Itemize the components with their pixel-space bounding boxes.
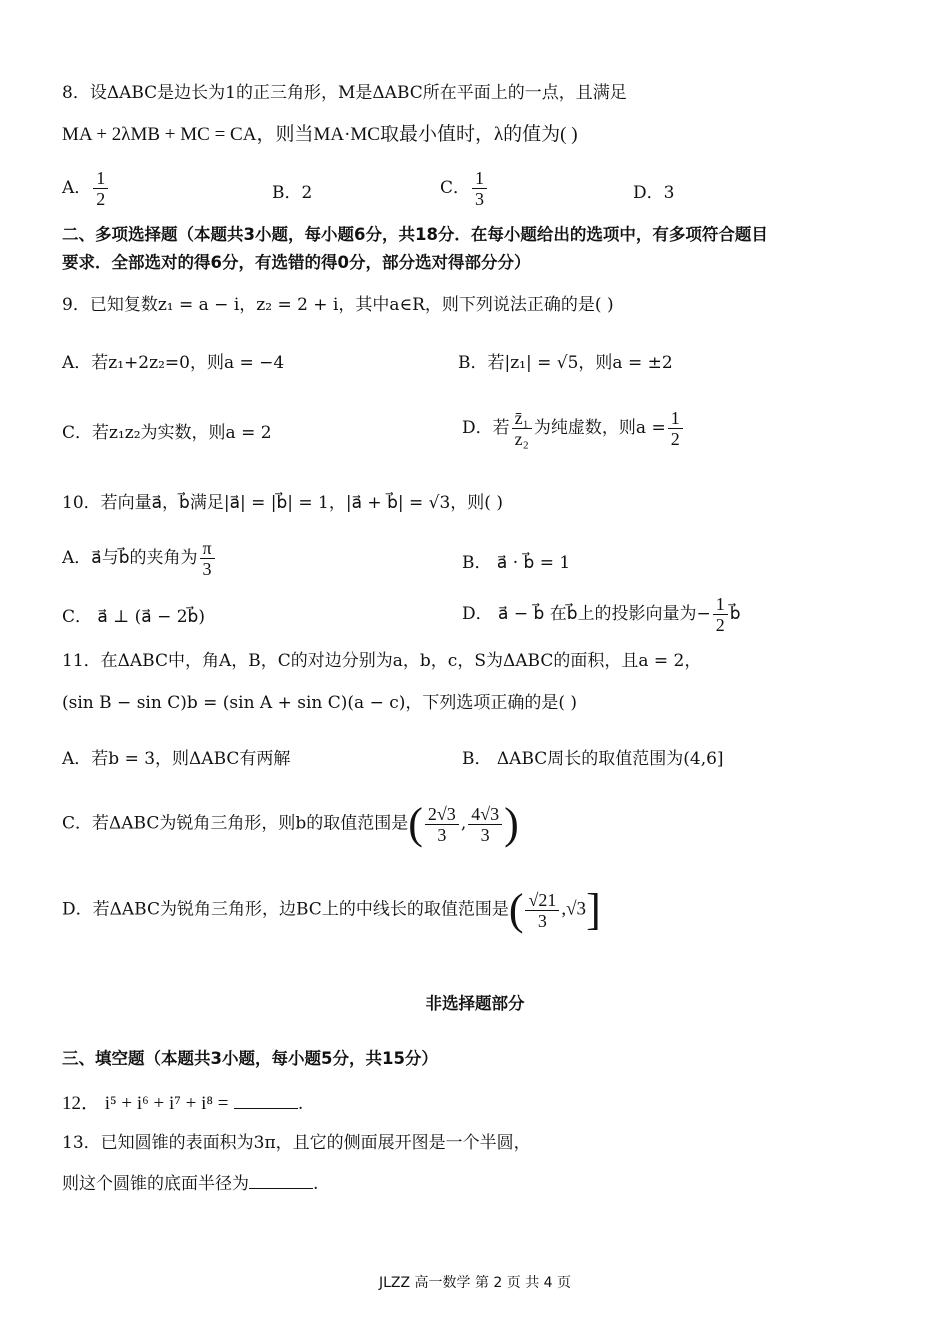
q11-option-d: D．若ΔABC为锐角三角形，边BC上的中线长的取值范围是( $\frac{√21}{3}$ ,√3] — [62, 885, 601, 934]
q9-option-a: A．若z₁+2z₂=0，则a = −4 — [62, 353, 285, 373]
q11-option-a: A．若b = 3，则ΔABC有两解 — [62, 749, 291, 769]
q13-answer-blank[interactable] — [249, 1170, 313, 1189]
q10-option-c: C． a⃗ ⊥ (a⃗ − 2b⃗) — [62, 607, 205, 627]
q8-stem-line1: 8．设ΔABC是边长为1的正三角形，M是ΔABC所在平面上的一点，且满足 — [62, 83, 627, 103]
q8-stem-line2: MA + 2λMB + MC = CA，则当MA·MC取最小值时，λ的值为( ) — [62, 124, 578, 145]
q11-stem-line1: 11．在ΔABC中，角A，B，C的对边分别为a，b，c，S为ΔABC的面积，且a = 2， — [62, 651, 702, 671]
q10-option-a: A．a⃗与b⃗的夹角为 $\frac{\pi}{3}$ — [62, 538, 217, 579]
q10-option-d: D． a⃗ − b⃗ 在b⃗上的投影向量为− $\frac{1}{2}$ b⃗ — [462, 594, 741, 635]
part-title: 非选择题部分 — [425, 994, 525, 1013]
section3-heading: 三、填空题（本题共3小题，每小题5分，共15分） — [62, 1049, 438, 1068]
q11-option-b: B． ΔABC周长的取值范围为(4,6] — [462, 749, 724, 769]
q10-option-b: B． a⃗ · b⃗ = 1 — [462, 553, 571, 573]
q11-option-c: C．若ΔABC为锐角三角形，则b的取值范围是( $\frac{2√3}{3}$ , $\frac{4√3}{3}$ ) — [62, 799, 519, 848]
q9-option-c: C．若z₁z₂为实数，则a = 2 — [62, 423, 272, 443]
q13-stem-line1: 13．已知圆锥的表面积为3π，且它的侧面展开图是一个半圆， — [62, 1133, 531, 1153]
q10-stem: 10．若向量a⃗，b⃗满足|a⃗| = |b⃗| = 1，|a⃗ + b⃗| = √3，则( ) — [62, 493, 503, 513]
q8-option-d: D．3 — [633, 183, 675, 203]
section2-heading-line2: 要求．全部选对的得6分，有选错的得0分，部分选对得部分分） — [62, 253, 531, 272]
q8-option-c: C． $\frac{1}{3}$ — [440, 168, 489, 209]
q8-option-a: A． $\frac{1}{2}$ — [62, 168, 110, 209]
page-footer: JLZZ 高一数学 第 2 页 共 4 页 — [378, 1275, 572, 1291]
q11-stem-line2: (sin B − sin C)b = (sin A + sin C)(a − c)，下列选项正确的是( ) — [62, 693, 578, 713]
q8-option-b: B．2 — [272, 183, 313, 203]
section2-heading-line1: 二、多项选择题（本题共3小题，每小题6分，共18分．在每小题给出的选项中，有多项符合题目 — [62, 225, 768, 244]
q9-option-b: B．若|z₁| = √5，则a = ±2 — [458, 353, 673, 373]
q12: 12． i⁵ + i⁶ + i⁷ + i⁸ = . — [62, 1090, 303, 1117]
q13-stem-line2: 则这个圆锥的底面半径为 . — [62, 1170, 318, 1197]
q9-option-d: D．若 $\frac{\text{z̄₁}}{\text{z₂}}$ 为纯虚数，则a = $\frac{1}{2}$ — [462, 408, 685, 449]
q9-stem: 9．已知复数z₁ = a − i，z₂ = 2 + i，其中a∈R，则下列说法正确的是( ) — [62, 295, 614, 315]
q12-answer-blank[interactable] — [234, 1090, 298, 1109]
